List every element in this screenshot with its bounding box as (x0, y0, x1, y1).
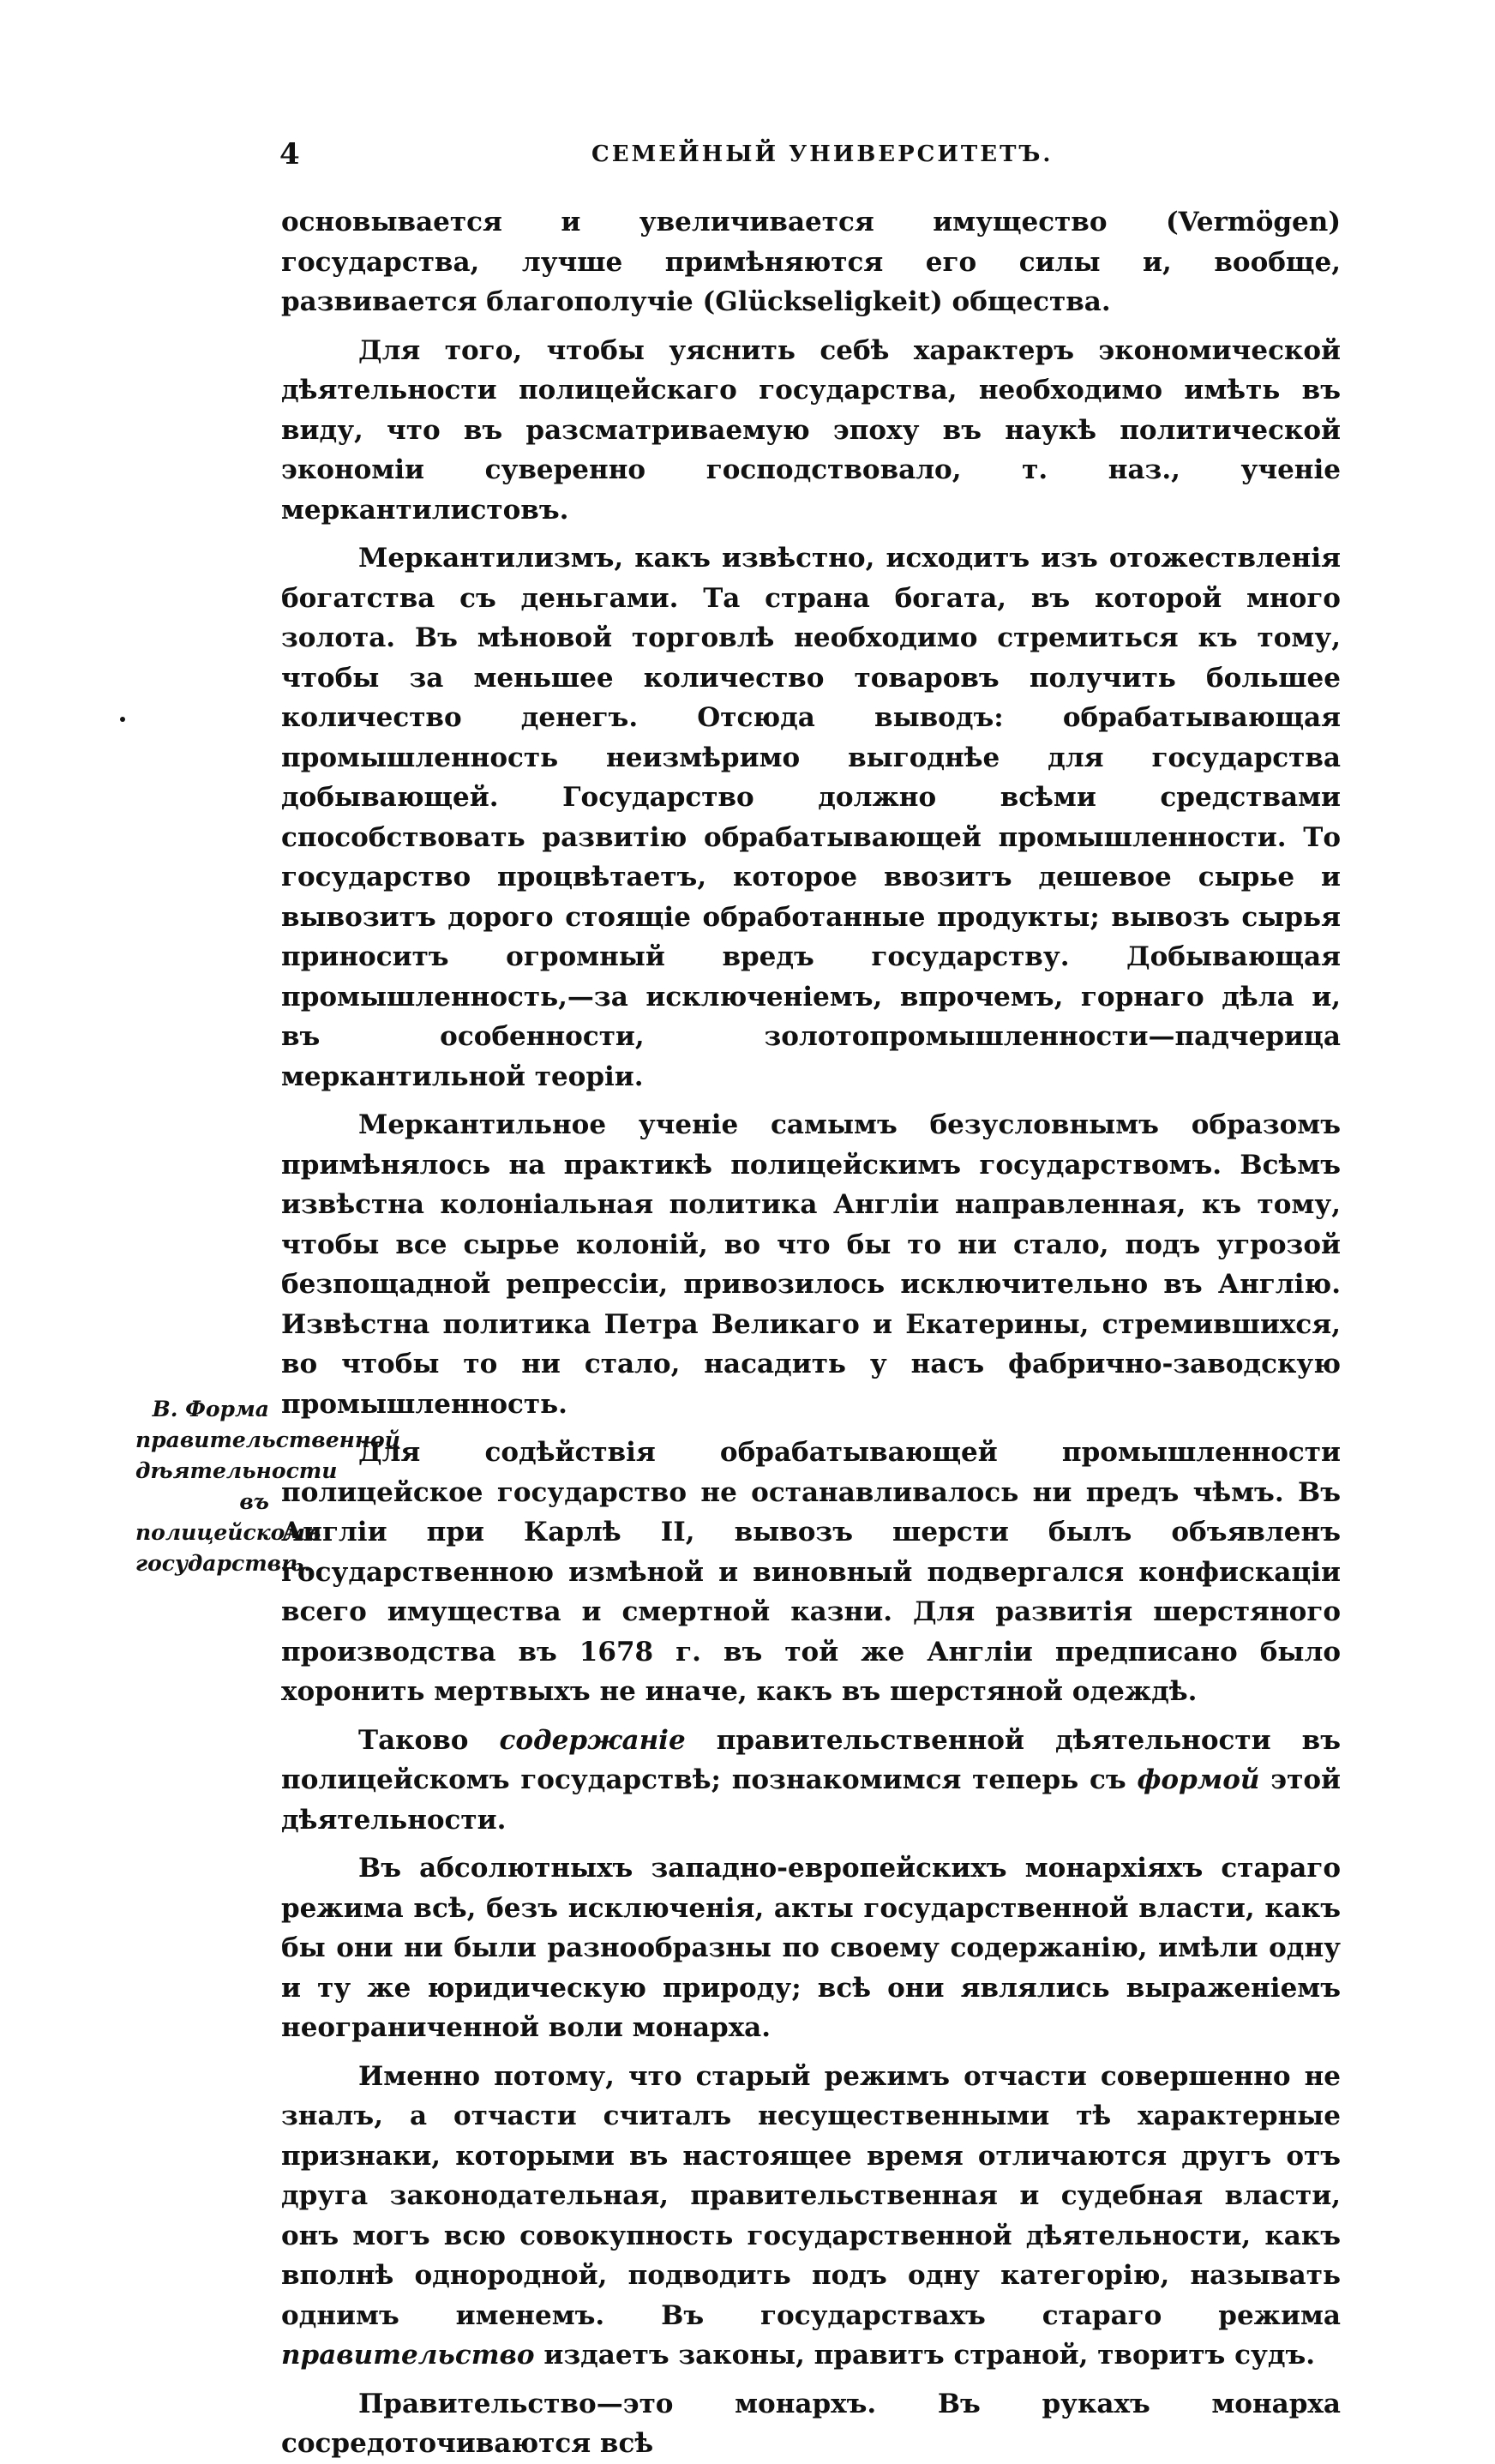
paragraph-6-emphasis-2: формой (1137, 1764, 1260, 1795)
paragraph-9: Правительство—это монархъ. Въ рукахъ монарха сосредоточиваются всѣ (281, 2388, 1341, 2459)
running-title: СЕМЕЙНЫЙ УНИВЕРСИТЕТЪ. (591, 141, 1054, 167)
stray-dot-mark (120, 717, 125, 722)
paragraph-6-text-2: правительственной дѣятельности въ полицейскомъ государствѣ; познакомимся теперь съ (281, 1724, 1341, 1795)
paragraph-6-text-3: этой дѣятельности. (281, 1764, 1341, 1836)
paragraph-1: основывается и увеличивается имущество (Vermögen) государства, лучше примѣняются его силы и, вообще, развивается благополучіе (Glückseligkeit) общества. (281, 207, 1341, 317)
paragraph-8 (281, 2057, 1341, 2376)
paragraph-7: Въ абсолютныхъ западно-европейскихъ монархіяхъ стараго режима всѣ, безъ исключенія, акты государственной власти, какъ бы они ни были разнообразны по своему содержанію, имѣли одну и ту же юридическую природу; всѣ они являлись выраженіемъ неограниченной воли монарха. (281, 1853, 1341, 2043)
paragraph-3: Меркантилизмъ, какъ извѣстно, исходитъ изъ отожествленія богатства съ деньгами. Та страна богата, въ которой много золота. Въ мѣновой торговлѣ необходимо стремиться къ тому, чтобы за меньшее количество товаровъ получить большее количество денегъ. Отсюда выводъ: обрабатывающая промышленность неизмѣримо выгоднѣе для государства добывающей. Государство должно всѣми средствами способствовать развитію обрабатывающей промышленности. То государство процвѣтаетъ, которое ввозитъ дешевое сырье и вывозитъ дорого стоящіе обработанные продукты; вывозъ сырья приноситъ огромный вредъ государству. Добывающая промышленность,—за исключеніемъ, впрочемъ, горнаго дѣла и, въ особенности, золотопромышленности—падчерица меркантильной теоріи. (281, 543, 1341, 1092)
paragraph-2: Для того, чтобы уяснить себѣ характеръ экономической дѣятельности полицейскаго государства, необходимо имѣть въ виду, что въ разсматриваемую эпоху въ наукѣ политической экономіи суверенно господствовало, т. наз., ученіе меркантилистовъ. (281, 334, 1341, 526)
margin-note: В. Форма правительственной дѣятельности въ полицейскомъ государствѣ. (135, 1397, 400, 1576)
page-number: 4 (279, 137, 300, 171)
paragraph-4: Меркантильное ученіе самымъ безусловнымъ образомъ примѣнялось на практикѣ полицейскимъ государствомъ. Всѣмъ извѣстна колоніальная политика Англіи направленная, къ тому, чтобы все сырье колоній, во что бы то ни стало, подъ угрозой безпощадной репрессіи, привозилось исключительно въ Англію. Извѣстна политика Петра Великаго и Екатерины, стремившихся, во чтобы то ни стало, насадить у насъ фабрично-заводскую промышленность. (281, 1109, 1341, 1420)
paragraph-8-emphasis-1: правительство (281, 2340, 535, 2371)
paragraph-8-text-2: издаетъ законы, правитъ страной, творитъ судъ. (534, 2340, 1316, 2371)
body-text (281, 202, 1341, 2464)
paragraph-6 (281, 1721, 1341, 1841)
paragraph-5: Для содѣйствія обрабатывающей промышленности полицейское государство не останавливалось ни предъ чѣмъ. Въ Англіи при Карлѣ II, вывозъ шерсти былъ объявленъ государственною измѣной и виновный подвергался конфискаціи всего имущества и смертной казни. Для развитія шерстяного производства въ 1678 г. въ той же Англіи предписано было хоронить мертвыхъ не иначе, какъ въ шерстяной одеждѣ. (281, 1437, 1341, 1707)
paragraph-6-text-1: Таково (358, 1724, 500, 1756)
paragraph-6-emphasis-1: содержаніе (499, 1724, 686, 1756)
paragraph-8-text-1: Именно потому, что старый режимъ отчасти совершенно не зналъ, а отчасти считалъ несущественными тѣ характерные признаки, которыми въ настоящее время отличаются другъ отъ друга законодательная, правительственная и судебная власти, онъ могъ всю совокупность государственной дѣятельности, какъ вполнѣ однородной, подводить подъ одну категорію, называть однимъ именемъ. Въ государствахъ стараго режима (281, 2060, 1341, 2331)
